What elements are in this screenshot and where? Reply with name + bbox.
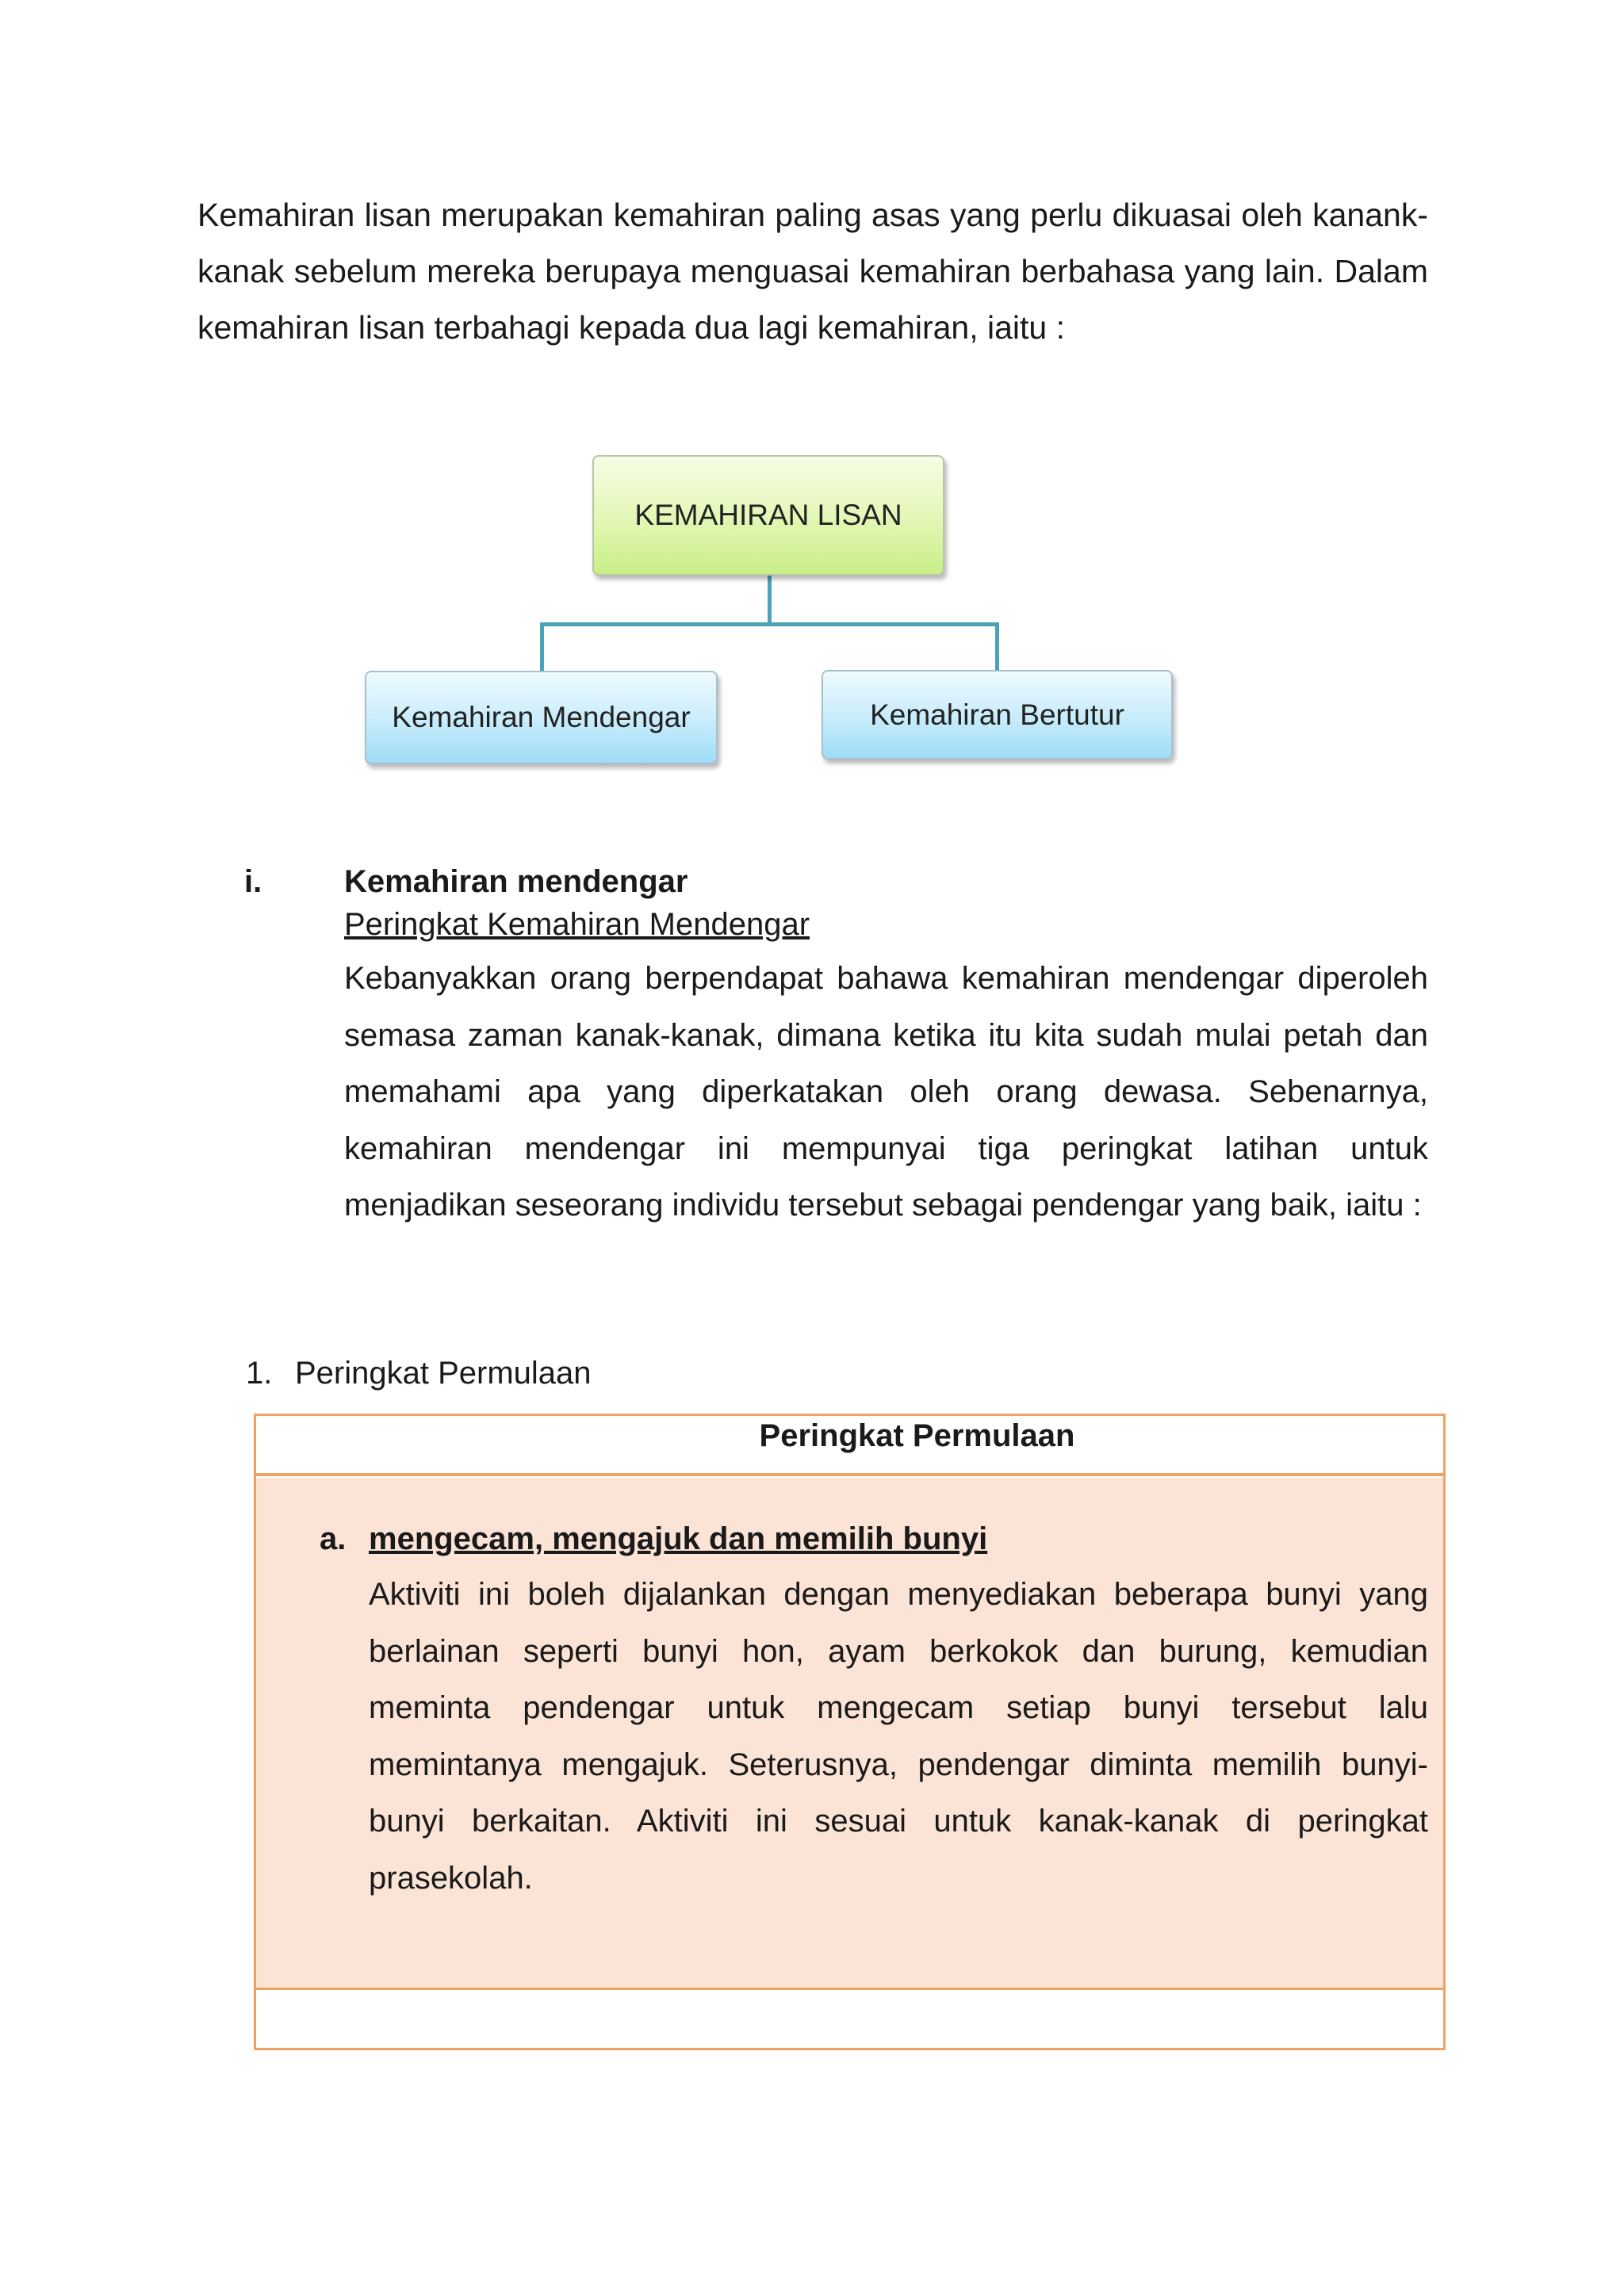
connector-root-stem (768, 576, 772, 625)
item-title: mengecam, mengajuk dan memilih bunyi (369, 1521, 988, 1556)
connector-left-drop (540, 622, 544, 671)
list-item-permulaan (246, 1356, 592, 1391)
item-letter: a. (320, 1521, 347, 1556)
intro-paragraph: Kemahiran lisan merupakan kemahiran paling asas yang perlu dikuasai oleh kanank-kanak sebelum mereka berupaya menguasai kemahiran berbahasa yang lain. Dalam kemahiran lisan terbahagi kepada dua lagi kemahiran, iaitu : (197, 197, 1428, 346)
stage-table-footer-row (256, 1990, 1443, 2048)
stage-table (254, 1414, 1446, 2050)
item-paragraph: Aktiviti ini boleh dijalankan dengan menyediakan beberapa bunyi yang berlainan seperti bunyi hon, ayam berkokok dan burung, kemudian meminta pendengar untuk mengecam setiap bunyi tersebut lalu memintanya mengajuk. Seterusnya, pendengar diminta memilih bunyi-bunyi berkaitan. Aktiviti ini sesuai untuk kanak-kanak di peringkat prasekolah. (369, 1577, 1428, 1896)
section-paragraph: Kebanyakkan orang berpendapat bahawa kemahiran mendengar diperoleh semasa zaman kanak-kanak, dimana ketika itu kita sudah mulai petah dan memahami apa yang diperkatakan oleh orang dewasa. Sebenarnya, kemahiran mendengar ini mempunyai tiga peringkat latihan untuk menjadikan seseorang individu tersebut sebagai pendengar yang baik, iaitu : (344, 961, 1428, 1223)
list-item-label: Peringkat Permulaan (295, 1356, 592, 1391)
stage-table-header (256, 1416, 1443, 1476)
list-item-number: 1. (246, 1356, 273, 1391)
connector-right-drop (995, 622, 999, 670)
diagram-node-root (592, 455, 944, 576)
stage-table-header-label: Peringkat Permulaan (759, 1418, 1075, 1453)
diagram-child-label-listening: Kemahiran Mendengar (392, 701, 691, 733)
section-subtitle: Peringkat Kemahiran Mendengar (344, 907, 810, 942)
diagram-node-speaking (822, 670, 1173, 760)
section-number: i. (244, 864, 262, 899)
diagram-node-listening (365, 671, 718, 764)
diagram-root-label: KEMAHIRAN LISAN (634, 499, 902, 531)
diagram-child-label-speaking: Kemahiran Bertutur (870, 698, 1124, 731)
connector-horizontal (540, 622, 999, 626)
skills-diagram (0, 0, 1624, 793)
section-title: Kemahiran mendengar (344, 864, 688, 899)
stage-table-body (256, 1478, 1443, 1990)
